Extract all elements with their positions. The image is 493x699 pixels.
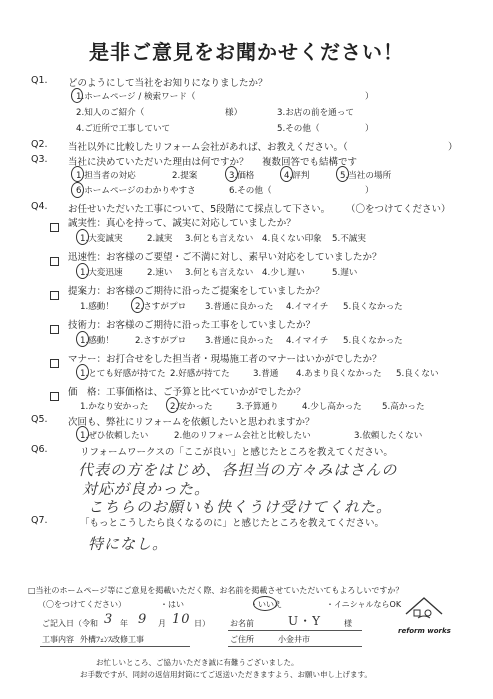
thanks-line2: お手数ですが、同封の返信用封筒にてご返送いただきますよう、お願い申し上げます。 [80, 670, 372, 679]
date-day-unit: 日） [194, 619, 210, 628]
q1-opt2[interactable]: 2.知人のご紹介（ [76, 108, 145, 118]
q4-opt[interactable]: 4.少し高かった [302, 402, 362, 412]
q4-opt[interactable]: 5.良くない [396, 369, 439, 379]
q4-opt[interactable]: 4.イマイチ [286, 336, 329, 346]
name-underline [228, 630, 362, 631]
address-label: ご住所 [230, 635, 254, 644]
q4-opt[interactable]: 3.予算通り [236, 402, 279, 412]
q5-text: 次回も、弊社にリフォームを依頼したいと思われますか？ [68, 417, 315, 428]
page-title: 是非ご意見をお聞かせください！ [89, 40, 404, 64]
q6-answer-line3: こちらのお願いも快くうけ受けてくれた。 [88, 498, 393, 516]
q5-opt3[interactable]: 3.依頼したくない [354, 431, 423, 441]
q4-item-checkbox[interactable] [50, 386, 59, 405]
date-month-unit: 月 [158, 619, 166, 628]
q4-text: お任せいただいた工事について、5段階にて採点して下さい。 [68, 204, 331, 215]
work-underline [40, 646, 190, 647]
q3-opt7[interactable]: 6.その他（ [229, 186, 272, 196]
date-year: 3 [104, 612, 114, 627]
q4-opt[interactable]: 1.感動！ [80, 336, 114, 346]
q4-opt[interactable]: 5.良くなかった [343, 336, 403, 346]
consent-initial[interactable]: ・イニシャルならOK [326, 600, 402, 609]
answer-circle [71, 166, 84, 182]
q3-opt2[interactable]: 2.提案 [172, 171, 198, 181]
q4-opt[interactable]: 3.普通に良かった [205, 336, 274, 346]
q4-opt[interactable]: 3.何とも言えない [185, 268, 254, 278]
q7-text: 「もっとこうしたら良くなるのに」と感じたところを教えてください。 [80, 518, 385, 529]
address-underline [228, 646, 362, 647]
name-value: U・Y [288, 614, 322, 628]
logo-text: reform works [398, 627, 451, 635]
address-value: 小金井市 [278, 635, 310, 644]
q6-answer-line2: 対応が良かった。 [82, 480, 211, 498]
q4-item-checkbox[interactable] [50, 353, 59, 372]
q4-opt[interactable]: 3.普通に良かった [205, 302, 274, 312]
q4-opt[interactable]: 2.速い [147, 268, 173, 278]
q4-opt[interactable]: 4.イマイチ [286, 302, 329, 312]
q4-opt[interactable]: 1.感動！ [80, 302, 114, 312]
q4-item-label: マナー：お打合せをした担当者・現場施工者のマナーはいかがでしたか？ [68, 354, 382, 365]
q4-item-label: 迅速性：お客様のご要望・ご不満に対し、素早い対応をしていましたか？ [68, 252, 382, 263]
q4-opt[interactable]: 5.不誠実 [332, 234, 366, 244]
answer-circle [76, 229, 89, 245]
q1-opt5[interactable]: 5.その他（ [277, 124, 320, 134]
q2-number: Q2. [31, 139, 48, 150]
date-month: 9 [138, 612, 148, 627]
q4-item-label: 価 格：工事価格は、ご予算と比べていかがでしたか？ [68, 387, 306, 398]
q4-opt[interactable]: 1.大変誠実 [80, 234, 123, 244]
date-label: ご記入日（令和 [42, 619, 98, 628]
q3-opt4[interactable]: 4.評判 [284, 171, 310, 181]
q1-opt3[interactable]: 3.お店の前を通って [277, 108, 354, 118]
q3-number: Q3. [31, 154, 48, 165]
q4-opt[interactable]: 1.かなり安かった [80, 402, 149, 412]
q4-opt[interactable]: 2.安かった [170, 402, 213, 412]
q3-opt7-close: ） [365, 186, 374, 196]
answer-circle [71, 182, 84, 198]
date-day: 10 [172, 612, 191, 627]
work-label: 工事内容 [42, 635, 74, 644]
consent-no[interactable]: ・いいえ [250, 600, 282, 609]
q7-answer: 特になし。 [88, 535, 169, 553]
q1-opt4[interactable]: 4.ご近所で工事していて [76, 124, 171, 134]
answer-circle [131, 297, 144, 313]
q4-number: Q4. [31, 201, 48, 212]
answer-circle [166, 397, 179, 413]
consent-note: （〇をつけてください） [38, 600, 126, 609]
q3-opt5[interactable]: 5.当社の場所 [340, 171, 392, 181]
q1-opt1[interactable]: 1.ホームページ / 検索ワード（ [76, 92, 196, 102]
q3-opt3[interactable]: 3.価格 [229, 171, 255, 181]
q2-text: 当社以外に比較したリフォーム会社があれば、お教えください。（ [68, 142, 348, 153]
q4-opt[interactable]: 2.さすがプロ [135, 302, 187, 312]
q4-item-checkbox[interactable] [50, 319, 59, 338]
q5-opt2[interactable]: 2.他のリフォーム会社と比較したい [174, 431, 311, 441]
q3-opt1[interactable]: 1.担当者の対応 [76, 171, 136, 181]
q2-close: ） [448, 142, 458, 153]
q4-opt[interactable]: 2.さすがプロ [135, 336, 187, 346]
q3-opt6[interactable]: 6.ホームページのわかりやすさ [76, 186, 196, 196]
answer-circle [280, 166, 293, 182]
q1-opt1-close: ） [365, 92, 374, 102]
q3-text: 当社に決めていただいた理由は何ですか？ [68, 157, 249, 168]
q6-answer-line1: 代表の方をはじめ、各担当の方々みはさんの [78, 461, 398, 479]
name-suffix: 様 [344, 619, 352, 628]
q1-number: Q1. [31, 75, 48, 86]
q1-text: どのようにして当社をお知りになりましたか？ [68, 78, 268, 89]
q4-opt[interactable]: 4.良くない印象 [262, 234, 322, 244]
answer-circle [76, 263, 89, 279]
q6-number: Q6. [31, 444, 48, 455]
answer-circle [76, 331, 89, 347]
q4-opt[interactable]: 5.高かった [382, 402, 425, 412]
q7-number: Q7. [31, 515, 48, 526]
q4-opt[interactable]: 3.普通 [253, 369, 279, 379]
thanks-line1: お忙しいところ、ご協力いただき誠に有難うございました。 [96, 658, 299, 667]
q4-note: （〇をつけてください） [346, 204, 451, 215]
q4-item-checkbox[interactable] [50, 285, 59, 304]
q3-note: 複数回答でも結構です [262, 157, 358, 168]
q5-number: Q5. [31, 414, 48, 425]
q4-item-label: 誠実性：真心を持って、誠実に対応していましたか？ [68, 218, 296, 229]
q4-opt[interactable]: 1.大変迅速 [80, 268, 123, 278]
q4-opt[interactable]: 2.好感が持てた [170, 369, 230, 379]
answer-circle [225, 166, 238, 182]
date-year-unit: 年 [120, 619, 128, 628]
consent-question: □当社のホームページ等にご意見を掲載いただく際、お名前を掲載させていただいてもよろしいですか？ [28, 586, 404, 595]
q6-text: リフォームワークスの「ここが良い」と感じたところを教えてください。 [80, 447, 393, 458]
q4-item-checkbox[interactable] [50, 251, 59, 270]
q4-item-label: 提案力：お客様のご期待に沿ったご提案をしていましたか？ [68, 286, 325, 297]
q4-opt[interactable]: 3.何とも言えない [185, 234, 254, 244]
q1-opt5-close: ） [365, 124, 374, 134]
q5-opt1[interactable]: 1.ぜひ依頼したい [80, 431, 149, 441]
answer-circle [76, 364, 89, 380]
q4-opt[interactable]: 1.とても好感が持てた [80, 369, 166, 379]
consent-yes[interactable]: ・はい [160, 600, 184, 609]
q4-opt[interactable]: 2.誠実 [147, 234, 173, 244]
q4-item-label: 技術力：お客様のご期待に沿った工事をしていましたか？ [68, 320, 316, 331]
q4-opt[interactable]: 5.遅い [332, 268, 358, 278]
q4-opt[interactable]: 4.あまり良くなかった [296, 369, 382, 379]
name-label: お名前 [230, 619, 254, 628]
q4-item-checkbox[interactable] [50, 217, 59, 236]
answer-circle [336, 166, 349, 182]
q4-opt[interactable]: 5.良くなかった [343, 302, 403, 312]
answer-circle [76, 426, 89, 442]
answer-circle [253, 596, 277, 611]
q4-opt[interactable]: 4.少し遅い [262, 268, 305, 278]
work-value: 外構ﾌｪﾝｽ改修工事 [80, 635, 144, 644]
q1-opt2-sama: 様） [225, 108, 243, 118]
answer-circle [71, 88, 83, 103]
